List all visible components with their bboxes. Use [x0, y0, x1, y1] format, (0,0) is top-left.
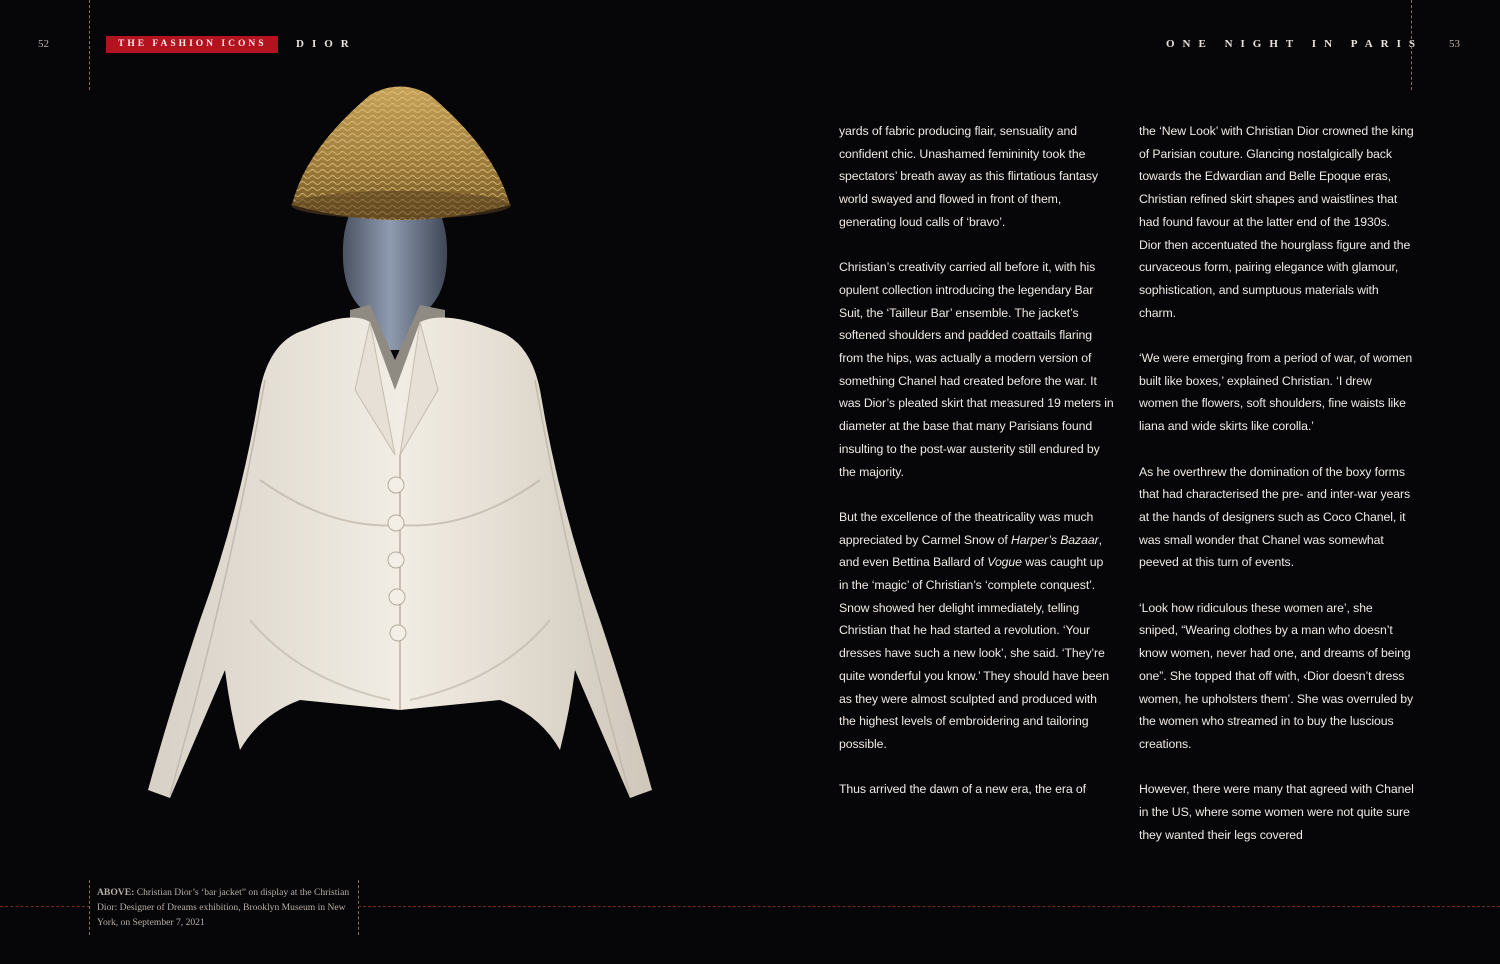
caption-rule-left: [0, 906, 90, 907]
caption-rule-right: [358, 906, 1500, 907]
paragraph: ‘We were emerging from a period of war, of women built like boxes,’ explained Christian. ‘I drew women the flowers, soft shoulders, fine waists like liana and wide skirts like corolla.’: [1139, 351, 1413, 434]
section-title: DIOR: [296, 38, 357, 50]
text-column-left: [839, 120, 1114, 801]
publication-title: Harper’s Bazaar: [1010, 532, 1099, 547]
page-number-right: 53: [1449, 38, 1460, 50]
text-column-right: [1139, 120, 1414, 846]
series-tag: THE FASHION ICONS: [106, 36, 278, 53]
paragraph: Thus arrived the dawn of a new era, the era of: [839, 782, 1086, 797]
paragraph: yards of fabric producing flair, sensuality and confident chic. Unashamed femininity took the spectators’ breath away as this flirtatious fantasy world swayed and flowed in front of them, generating loud calls of ‘bravo’.: [839, 124, 1098, 229]
running-title: ONE NIGHT IN PARIS: [1166, 38, 1423, 50]
publication-title: Vogue: [987, 555, 1022, 570]
dior-jacket-photo: [100, 60, 760, 850]
caption-lead: ABOVE:: [97, 887, 135, 898]
paragraph: ‘Look how ridiculous these women are’, she sniped, “Wearing clothes by a man who doesn’t know women, never had one, and dreams of being one”. She topped that off with, ‹Dior doesn’t dress women, he upholsters them’. She was overruled by the women who streamed in to buy the luscious creations.: [1139, 600, 1414, 751]
left-margin-rule: [89, 0, 90, 90]
caption-rule-vertical-left: [89, 880, 90, 935]
page-number-left: 52: [38, 38, 49, 50]
photo-caption: [97, 885, 359, 930]
paragraph: the ‘New Look’ with Christian Dior crowned the king of Parisian couture. Glancing nostalgically back towards the Edwardian and Belle Epoque eras, Christian refined skirt shapes and waistlines that had found favour at the latter end of the 1930s. Dior then accentuated the hourglass figure and the curvaceous form, pairing elegance with glamour, sophistication, and sumptuous materials with charm.: [1139, 124, 1414, 320]
paragraph: As he overthrew the domination of the boxy forms that had characterised the pre- and inter-war years at the hands of designers such as Coco Chanel, it was small wonder that Chanel was somewhat peeved at this turn of events.: [1139, 464, 1411, 570]
caption-text: Christian Dior’s ‘bar jacket” on display at the Christian Dior: Designer of Dreams exhibition, Brooklyn Museum in New York, on September 7, 2021: [97, 887, 350, 928]
paragraph: However, there were many that agreed with Chanel in the US, where some women were not quite sure they wanted their legs covered: [1139, 782, 1414, 842]
paragraph: But the excellence of the theatricality was much appreciated by Carmel Snow of Harper’s Bazaar, and even Bettina Ballard of Vogue was caught up in the ‘magic’ of Christian’s ‘complete conquest’. Snow showed her delight immediately, telling Christian that he had started a revolution. ‘Your dresses have such a new look’, she said. ‘They’re quite wonderful you know.’ They should have been as they were almost sculpted and produced with the highest levels of embroidering and tailoring possible.: [839, 509, 1110, 751]
paragraph: Christian’s creativity carried all before it, with his opulent collection introducing the legendary Bar Suit, the ‘Tailleur Bar’ ensemble. The jacket’s softened shoulders and padded coattails flaring from the hips, was actually a modern version of something Chanel had created before the war. It was Dior’s pleated skirt that measured 19 meters in diameter at the base that many Parisians found insulting to the post-war austerity still endured by the majority.: [839, 260, 1114, 479]
